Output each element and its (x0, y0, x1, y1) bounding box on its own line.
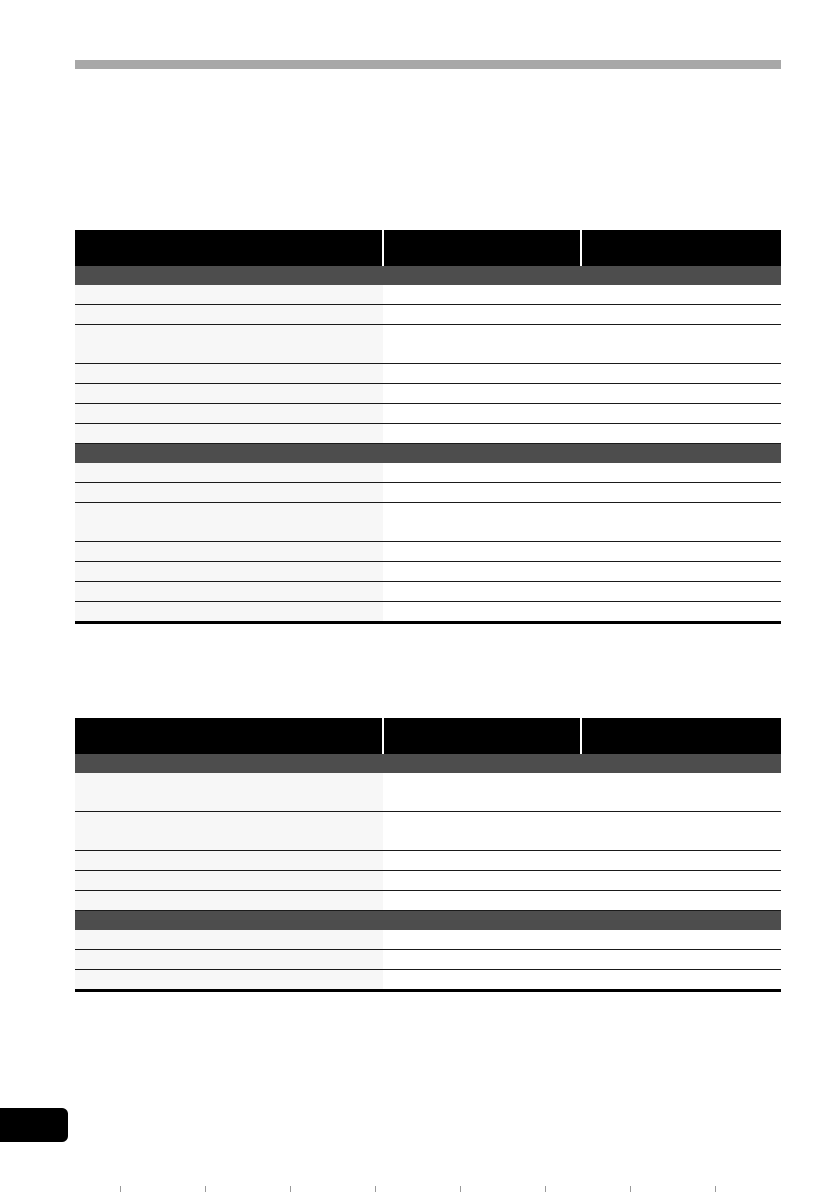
table-cell-text (383, 891, 581, 897)
table-cell (75, 503, 383, 542)
table-cell-text (75, 483, 383, 489)
table-cell (75, 582, 383, 602)
table-cell (75, 384, 383, 404)
table-row (75, 483, 781, 503)
table-header-label (384, 230, 580, 236)
table-cell (581, 562, 781, 582)
table-cell-text (383, 582, 581, 588)
table-header-cell (581, 718, 781, 754)
table-header-cell (75, 718, 383, 754)
table-cell-text (383, 812, 581, 818)
footer-registration-marks (0, 1186, 840, 1192)
table-cell-text (75, 602, 383, 608)
table-cell (75, 812, 383, 851)
table-section-band (75, 444, 781, 464)
table-cell-text (383, 325, 581, 331)
table-cell (75, 891, 383, 911)
table-cell (383, 602, 581, 623)
table-cell-text (581, 582, 781, 588)
table-cell-text (75, 773, 383, 779)
table-cell-text (581, 364, 781, 370)
table-row (75, 305, 781, 325)
table-cell (75, 970, 383, 991)
table-cell-text (383, 404, 581, 410)
table-cell (75, 851, 383, 871)
table-cell-text (581, 602, 781, 608)
table-cell-text (383, 542, 581, 548)
table-cell-text (383, 562, 581, 568)
table-cell (75, 325, 383, 364)
table-header-row (75, 230, 781, 266)
table-header-label (75, 230, 382, 236)
header-rule (75, 60, 781, 69)
table-cell (383, 582, 581, 602)
table-cell-text (581, 285, 781, 291)
table-cell-text (383, 773, 581, 779)
table-row (75, 424, 781, 444)
table-row (75, 602, 781, 623)
table-row (75, 562, 781, 582)
table-cell-text (75, 891, 383, 897)
table-cell-text (581, 970, 781, 976)
table-row (75, 463, 781, 483)
table-cell (75, 773, 383, 812)
table-cell (581, 851, 781, 871)
table-cell (383, 812, 581, 851)
table-cell (383, 305, 581, 325)
table-cell-text (581, 483, 781, 489)
table-cell-text (75, 384, 383, 390)
table-cell-text (75, 851, 383, 857)
table-cell-text (383, 364, 581, 370)
table-cell (581, 542, 781, 562)
table-cell (383, 871, 581, 891)
table-cell (581, 285, 781, 305)
table-section-label (75, 754, 781, 760)
table-cell-text (581, 325, 781, 331)
table-cell-text (383, 483, 581, 489)
table-cell-text (75, 812, 383, 818)
table-section-label (75, 266, 781, 272)
table-cell-text (75, 325, 383, 331)
table-cell-text (383, 285, 581, 291)
table-cell (581, 424, 781, 444)
table-cell-text (75, 305, 383, 311)
table-row (75, 950, 781, 970)
table-cell (383, 424, 581, 444)
table-cell (581, 463, 781, 483)
table-cell (383, 404, 581, 424)
specification-table-two (75, 718, 781, 992)
table-cell-text (75, 950, 383, 956)
table-cell-text (383, 503, 581, 509)
table-header-cell (581, 230, 781, 266)
table-row (75, 970, 781, 991)
table-cell (383, 930, 581, 950)
table-header-label (582, 230, 781, 236)
table-cell (581, 503, 781, 542)
table-cell-text (581, 542, 781, 548)
table-cell (581, 891, 781, 911)
table-row (75, 285, 781, 305)
table-header-cell (383, 230, 581, 266)
table-cell-text (75, 562, 383, 568)
table-cell-text (581, 812, 781, 818)
table-row (75, 851, 781, 871)
table-cell (581, 950, 781, 970)
table-header-cell (75, 230, 383, 266)
table-section-label (75, 444, 781, 450)
table-cell-text (581, 424, 781, 430)
table-cell (581, 773, 781, 812)
table-cell (581, 871, 781, 891)
table-header-cell (383, 718, 581, 754)
table-row (75, 364, 781, 384)
table-cell-text (581, 503, 781, 509)
table-cell-text (75, 364, 383, 370)
table-section-band (75, 266, 781, 285)
table-row (75, 384, 781, 404)
table-cell-text (383, 950, 581, 956)
table-cell (75, 871, 383, 891)
table-cell-text (383, 970, 581, 976)
table-row (75, 582, 781, 602)
table-header-label (384, 718, 580, 724)
table-cell (383, 542, 581, 562)
table-cell (581, 812, 781, 851)
table-cell (75, 483, 383, 503)
table-cell-text (383, 424, 581, 430)
table-cell-text (75, 871, 383, 877)
table-cell-text (75, 424, 383, 430)
table-cell-text (581, 384, 781, 390)
table-cell-text (75, 542, 383, 548)
table-cell-text (75, 463, 383, 469)
table-section-band-cell (75, 911, 781, 931)
table-header-label (75, 718, 382, 724)
table-header-label (582, 718, 781, 724)
table-cell (383, 285, 581, 305)
table-cell (75, 424, 383, 444)
table-cell-text (581, 950, 781, 956)
table-row (75, 542, 781, 562)
table-cell-text (75, 930, 383, 936)
table-cell-text (581, 562, 781, 568)
table-cell-text (75, 503, 383, 509)
table-section-band (75, 911, 781, 931)
table-cell (383, 384, 581, 404)
table-section-band (75, 754, 781, 773)
table-cell (75, 602, 383, 623)
table-cell (581, 384, 781, 404)
table-cell-text (75, 404, 383, 410)
table-cell-text (581, 930, 781, 936)
table-row (75, 930, 781, 950)
table-cell (581, 325, 781, 364)
table-cell (383, 463, 581, 483)
table-cell-text (383, 871, 581, 877)
table-cell-text (581, 871, 781, 877)
table-cell-text (383, 384, 581, 390)
table-cell-text (581, 404, 781, 410)
table-cell (75, 463, 383, 483)
table-cell-text (75, 582, 383, 588)
table-cell (75, 305, 383, 325)
table-row (75, 812, 781, 851)
table-cell-text (581, 305, 781, 311)
table-cell-text (75, 285, 383, 291)
table-cell-text (75, 970, 383, 976)
table-cell (383, 503, 581, 542)
table-cell (75, 364, 383, 384)
table-cell-text (581, 851, 781, 857)
table-cell (581, 364, 781, 384)
table-cell (383, 483, 581, 503)
table-row (75, 325, 781, 364)
table-cell-text (383, 305, 581, 311)
specification-table-one (75, 230, 781, 624)
table-cell (383, 950, 581, 970)
table-cell-text (383, 463, 581, 469)
table-cell (75, 950, 383, 970)
table-header-row (75, 718, 781, 754)
table-row (75, 871, 781, 891)
table-section-band-cell (75, 266, 781, 285)
table-cell-text (581, 773, 781, 779)
table-row (75, 891, 781, 911)
table-cell (581, 602, 781, 623)
table-cell (581, 970, 781, 991)
table-cell-text (383, 930, 581, 936)
table-cell (383, 325, 581, 364)
table-cell (581, 582, 781, 602)
table-cell (383, 364, 581, 384)
table-cell (383, 891, 581, 911)
table-cell (383, 773, 581, 812)
table-cell (581, 404, 781, 424)
table-cell-text (581, 891, 781, 897)
table-cell-text (383, 851, 581, 857)
table-cell (581, 305, 781, 325)
table-cell (581, 930, 781, 950)
table-cell-text (581, 463, 781, 469)
table-cell-text (383, 602, 581, 608)
table-row (75, 773, 781, 812)
table-cell (75, 562, 383, 582)
table-section-band-cell (75, 754, 781, 773)
table-section-label (75, 911, 781, 917)
table-section-band-cell (75, 444, 781, 464)
table-cell (383, 851, 581, 871)
table-cell (383, 562, 581, 582)
table-cell (581, 483, 781, 503)
table-row (75, 404, 781, 424)
table-cell (75, 404, 383, 424)
table-cell (75, 542, 383, 562)
page-number-tab (0, 1108, 68, 1142)
table-cell (75, 930, 383, 950)
table-row (75, 503, 781, 542)
table-cell (75, 285, 383, 305)
table-cell (383, 970, 581, 991)
